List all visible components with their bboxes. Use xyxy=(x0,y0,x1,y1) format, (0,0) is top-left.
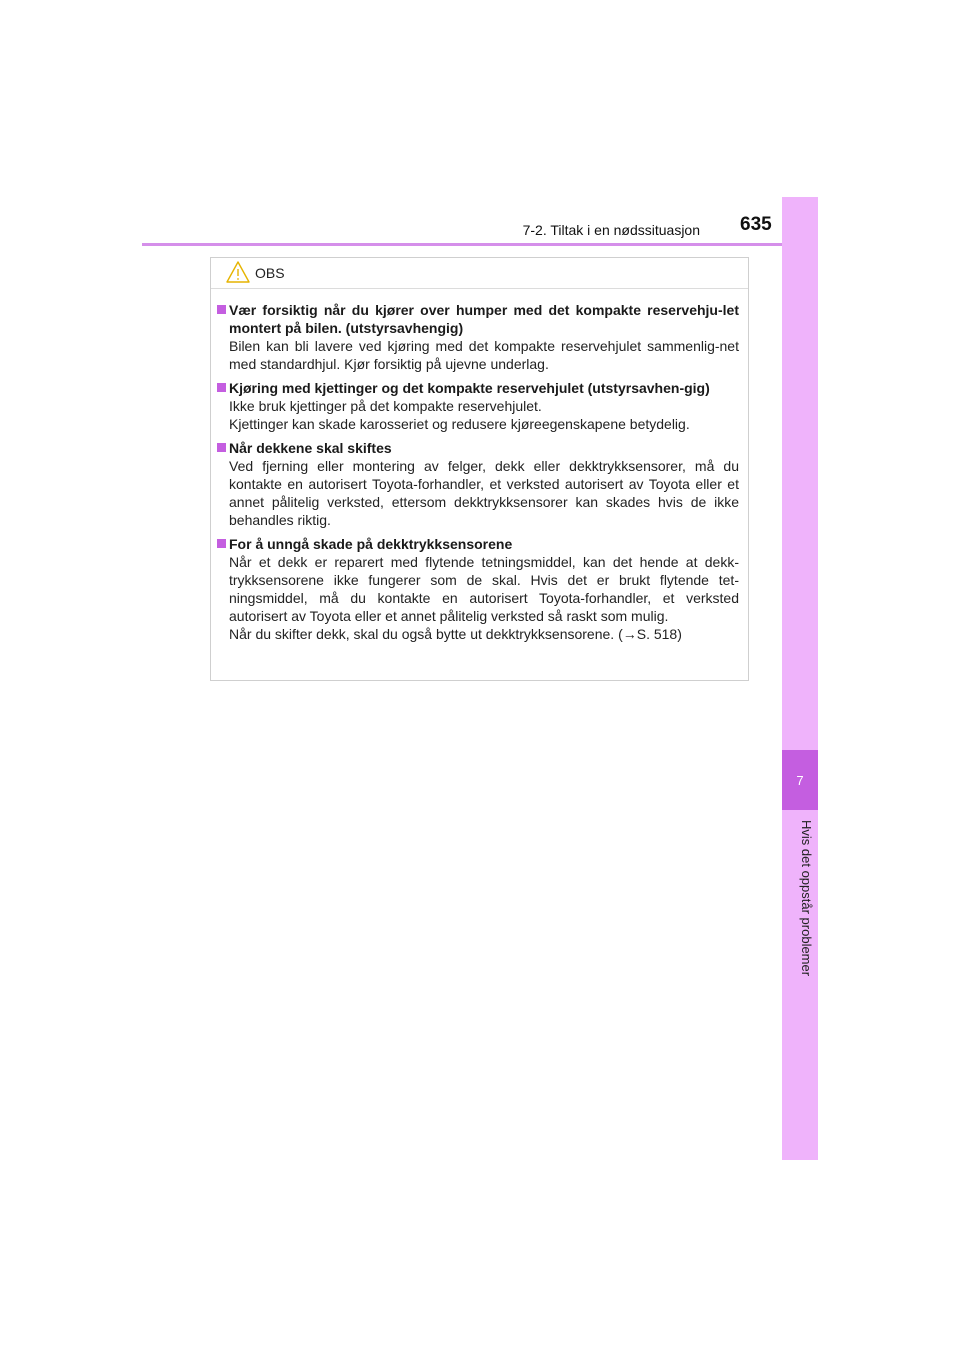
notice-header xyxy=(211,258,748,289)
notice-item xyxy=(217,535,739,643)
square-bullet-icon xyxy=(217,443,226,452)
notice-title: OBS xyxy=(255,265,285,281)
item-text: Ved fjerning eller montering av felger, dekk eller dekktrykksensorer, må du kontakte en autorisert Toyota-forhandler, et verksted autorisert av Toyota eller et annet pålitelig verksted, ettersom dekktrykksensorer kan skades hvis de ikke behandles riktig. xyxy=(229,458,739,528)
item-text: Kjettinger kan skade karosseriet og redusere kjøreegenskapene betydelig. xyxy=(229,416,690,432)
item-text: Ikke bruk kjettinger på det kompakte reservehjulet. xyxy=(229,398,542,414)
item-heading: Når dekkene skal skiftes xyxy=(229,440,392,456)
item-heading: Vær forsiktig når du kjører over humper med det kompakte reservehju-let montert på bilen. (utstyrsavhengig) xyxy=(229,302,739,336)
page-number: 635 xyxy=(740,214,772,235)
square-bullet-icon xyxy=(217,305,226,314)
square-bullet-icon xyxy=(217,383,226,392)
section-title: 7-2. Tiltak i en nødssituasjon xyxy=(522,222,700,238)
item-text: Når et dekk er reparert med flytende tetningsmiddel, kan det hende at dekk-trykksensorene ikke fungerer som de skal. Hvis det er brukt flytende tet-ningsmiddel, må du kontakte en autorisert Toyota-forhandler, et verksted autorisert av Toyota eller et annet pålitelig verksted så raskt som mulig. xyxy=(229,554,739,624)
notice-item xyxy=(217,301,739,373)
chapter-side-tab xyxy=(782,197,818,1160)
warning-triangle-icon xyxy=(225,260,251,284)
item-text: Når du skifter dekk, skal du også bytte ut dekktrykksensorene. (→S. 518) xyxy=(229,626,682,642)
item-heading: Kjøring med kjettinger og det kompakte reservehjulet (utstyrsavhen-gig) xyxy=(229,380,710,396)
header-rule xyxy=(142,243,818,246)
square-bullet-icon xyxy=(217,539,226,548)
notice-item xyxy=(217,439,739,529)
notice-item xyxy=(217,379,739,433)
chapter-number: 7 xyxy=(782,750,818,810)
notice-body xyxy=(211,289,748,643)
chapter-title: Hvis det oppstår problemer xyxy=(799,820,814,977)
item-heading: For å unngå skade på dekktrykksensorene xyxy=(229,536,513,552)
notice-box xyxy=(210,257,749,681)
item-text: Bilen kan bli lavere ved kjøring med det kompakte reservehjulet sammenlig-net med standardhjul. Kjør forsiktig på ujevne underlag. xyxy=(229,338,739,372)
